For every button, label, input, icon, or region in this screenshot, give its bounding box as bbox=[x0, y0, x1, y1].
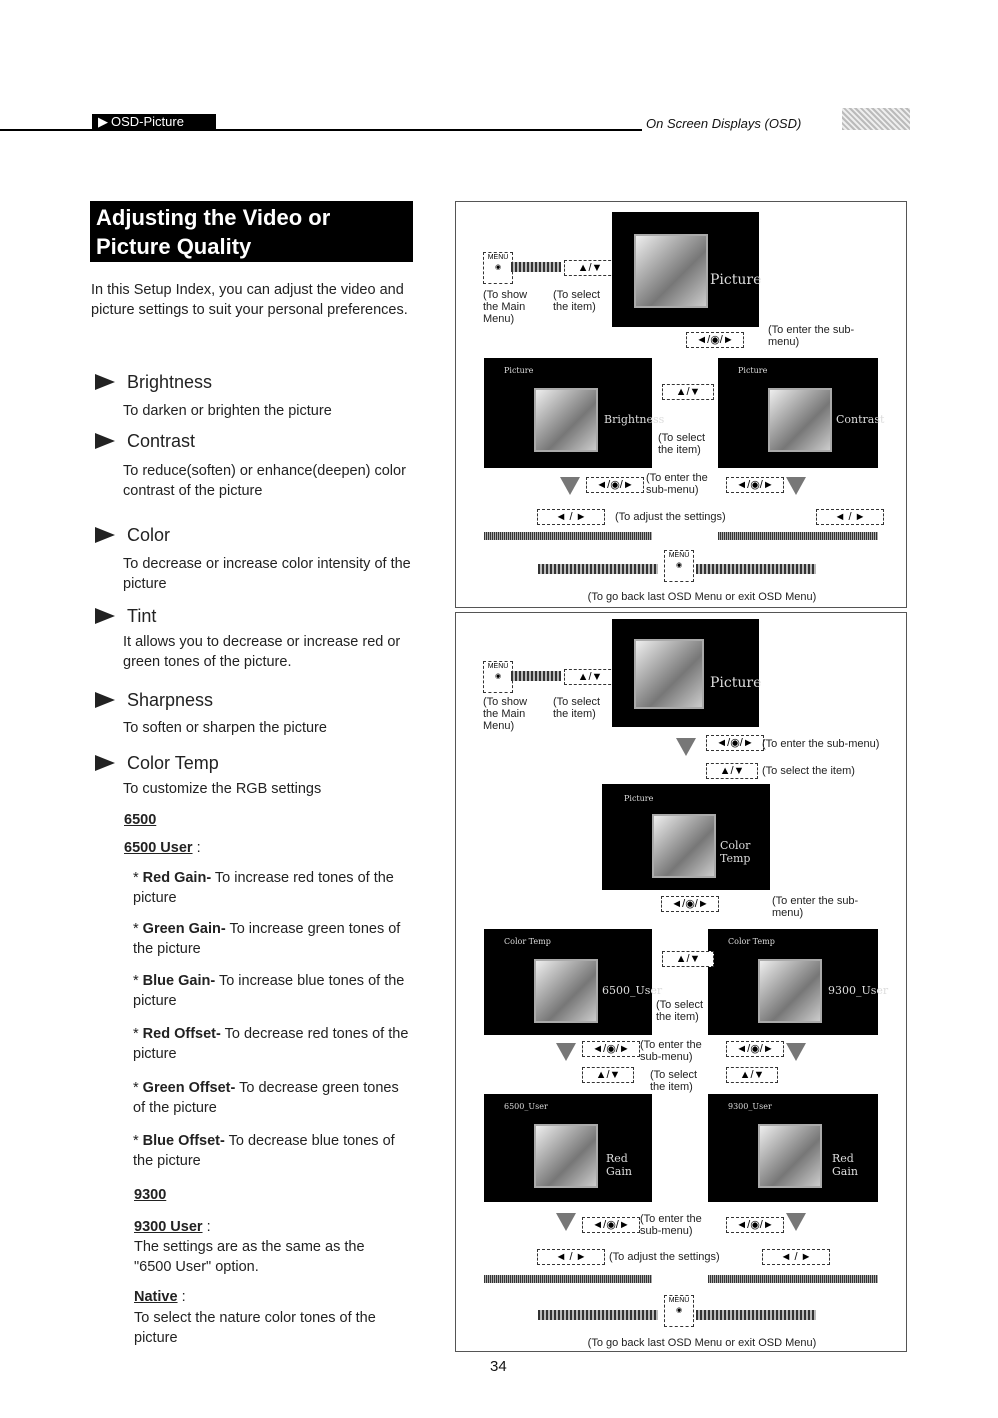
gain-text: To increase green tones of the picture bbox=[133, 921, 401, 957]
cube-icon bbox=[534, 959, 598, 1023]
updown-key-icon: ▲/▼ bbox=[564, 669, 616, 685]
cube-icon bbox=[652, 814, 716, 878]
updown-key-icon: ▲/▼ bbox=[662, 384, 714, 400]
leftright-key-icon: ◄ / ► bbox=[537, 1249, 605, 1265]
screen-item: 6500_User bbox=[602, 984, 663, 997]
osd-screen-6500-red-gain bbox=[484, 1094, 652, 1202]
screen-main-label: Picture bbox=[710, 675, 762, 691]
offset-blue: * Blue Offset- To decrease blue tones of the picture bbox=[133, 1133, 395, 1169]
screen-item: 9300_User bbox=[828, 984, 889, 997]
menu-key-icon bbox=[664, 1295, 694, 1327]
arrow-bullet-icon bbox=[95, 692, 115, 708]
arrow-right-icon bbox=[511, 671, 561, 681]
ct-9300-user-label: 9300 User bbox=[134, 1219, 203, 1235]
item-brightness bbox=[95, 372, 212, 393]
screen-item: Red Gain bbox=[832, 1152, 858, 1178]
caption-enter-sub: (To enter the sub-menu) bbox=[640, 1213, 702, 1237]
gain-red: * Red Gain- To increase red tones of the picture bbox=[133, 870, 394, 906]
gain-label: Blue Offset- bbox=[142, 1133, 225, 1149]
arrow-right-icon bbox=[538, 564, 658, 574]
screen-item: Brightness bbox=[604, 413, 665, 426]
menu-symbol-icon: ◉ bbox=[494, 264, 502, 271]
title-line-1: Adjusting the Video or bbox=[96, 205, 331, 230]
osd-screen-main bbox=[612, 212, 762, 327]
item-color bbox=[95, 525, 170, 546]
menu-key-icon bbox=[664, 550, 694, 582]
ct-9300: 9300 bbox=[134, 1187, 167, 1203]
osd-screen-main bbox=[612, 619, 762, 727]
item-heading: Tint bbox=[127, 606, 157, 626]
screen-title: Picture bbox=[738, 366, 768, 375]
cube-icon bbox=[768, 388, 832, 452]
gain-label: Red Gain- bbox=[142, 870, 212, 886]
caption-select-item: (To select the item) bbox=[656, 999, 704, 1023]
leftright-key-icon: ◄ / ► bbox=[537, 509, 605, 525]
item-heading: Contrast bbox=[127, 431, 196, 451]
menu-key-label: MENU bbox=[668, 1297, 690, 1304]
ct-native-label: Native bbox=[134, 1289, 178, 1305]
gain-label: Green Offset- bbox=[142, 1080, 236, 1096]
updown-key-icon: ▲/▼ bbox=[706, 763, 758, 779]
caption-show-menu: (To show the Main Menu) bbox=[483, 289, 528, 325]
leftright-key-icon: ◄ / ► bbox=[762, 1249, 830, 1265]
colon: : bbox=[206, 1219, 211, 1235]
caption-select-item: (To select the item) bbox=[650, 1069, 698, 1093]
osd-screen-contrast bbox=[718, 358, 885, 468]
updown-key-icon: ▲/▼ bbox=[662, 951, 714, 967]
caption-enter-sub: (To enter the sub-menu) bbox=[646, 472, 708, 496]
arrow-down-icon bbox=[556, 1043, 576, 1061]
page-number: 34 bbox=[490, 1358, 507, 1375]
menu-symbol-icon: ◉ bbox=[494, 673, 502, 680]
cube-icon bbox=[534, 1124, 598, 1188]
section-tab bbox=[92, 114, 216, 130]
gain-green: * Green Gain- To increase green tones of the picture bbox=[133, 921, 401, 957]
leftright-enter-key-icon: ◄/◉/► bbox=[582, 1217, 640, 1233]
gain-label: Green Gain- bbox=[142, 921, 226, 937]
osd-screen-color-temp bbox=[602, 784, 770, 890]
gain-text: To decrease blue tones of the picture bbox=[133, 1133, 395, 1169]
leftright-enter-key-icon: ◄/◉/► bbox=[661, 896, 719, 912]
arrow-right-icon bbox=[538, 1310, 658, 1320]
gain-text: To decrease green tones of the picture bbox=[133, 1080, 399, 1116]
caption-enter-sub: (To enter the sub-menu) bbox=[640, 1039, 702, 1063]
offset-red: * Red Offset- To decrease red tones of the picture bbox=[133, 1026, 409, 1062]
arrow-left-icon bbox=[696, 564, 816, 574]
leftright-enter-key-icon: ◄/◉/► bbox=[706, 735, 764, 751]
item-heading: Brightness bbox=[127, 372, 213, 392]
gain-text: To decrease red tones of the picture bbox=[133, 1026, 409, 1062]
leftright-enter-key-icon: ◄/◉/► bbox=[726, 1041, 784, 1057]
item-desc: To reduce(soften) or enhance(deepen) color contrast of the picture bbox=[123, 463, 406, 499]
ct-native bbox=[134, 1287, 186, 1307]
header-title: On Screen Displays (OSD) bbox=[646, 116, 802, 131]
osd-screen-9300-red-gain bbox=[708, 1094, 878, 1202]
arrow-right-icon bbox=[511, 262, 561, 272]
caption-select-item: (To select the item) bbox=[658, 432, 706, 456]
leftright-enter-key-icon: ◄/◉/► bbox=[582, 1041, 640, 1057]
leftright-key-icon: ◄ / ► bbox=[816, 509, 884, 525]
item-desc: To customize the RGB settings bbox=[123, 781, 322, 797]
updown-key-icon: ▲/▼ bbox=[582, 1067, 634, 1083]
gain-text: To increase blue tones of the picture bbox=[133, 973, 405, 1009]
colon: : bbox=[196, 840, 201, 856]
title-line-2: Picture Quality bbox=[96, 234, 252, 259]
item-desc: It allows you to decrease or increase red or green tones of the picture. bbox=[123, 634, 401, 670]
arrow-left-icon bbox=[696, 1310, 816, 1320]
menu-symbol-icon: ◉ bbox=[675, 1307, 683, 1314]
leftright-enter-key-icon: ◄/◉/► bbox=[726, 1217, 784, 1233]
screen-title: 6500_User bbox=[504, 1102, 548, 1111]
screen-item: Red Gain bbox=[606, 1152, 632, 1178]
item-desc: To decrease or increase color intensity of the picture bbox=[123, 556, 411, 592]
play-icon: ▶ bbox=[98, 114, 108, 129]
osd-screen-6500-user bbox=[484, 929, 663, 1035]
item-sharpness bbox=[95, 690, 213, 711]
arrow-down-icon bbox=[556, 1213, 576, 1231]
diagram-picture-menu bbox=[455, 201, 907, 608]
item-tint bbox=[95, 606, 156, 627]
caption-adjust: (To adjust the settings) bbox=[615, 511, 726, 523]
ct-9300-user bbox=[134, 1217, 211, 1237]
caption-select-item: (To select the item) bbox=[762, 765, 855, 777]
caption-go-back: (To go back last OSD Menu or exit OSD Menu) bbox=[587, 591, 817, 603]
item-heading: Sharpness bbox=[127, 690, 214, 710]
caption-adjust: (To adjust the settings) bbox=[609, 1251, 720, 1263]
leftright-enter-key-icon: ◄/◉/► bbox=[586, 477, 644, 493]
page-title bbox=[90, 201, 413, 262]
screen-title: Color Temp bbox=[504, 937, 551, 946]
item-heading: Color Temp bbox=[127, 753, 219, 773]
arrow-bullet-icon bbox=[95, 527, 115, 543]
ct-6500: 6500 bbox=[124, 812, 157, 828]
brightness-bar bbox=[484, 532, 652, 540]
gain-text: To increase red tones of the picture bbox=[133, 870, 394, 906]
arrow-down-icon bbox=[786, 1043, 806, 1061]
caption-select-item: (To select the item) bbox=[553, 696, 601, 720]
contrast-bar bbox=[718, 532, 878, 540]
screen-title: Picture bbox=[504, 366, 534, 375]
arrow-bullet-icon bbox=[95, 755, 115, 771]
colon: : bbox=[181, 1289, 186, 1305]
arrow-down-icon bbox=[560, 477, 580, 495]
menu-key-icon bbox=[483, 661, 513, 693]
item-desc: To darken or brighten the picture bbox=[123, 403, 332, 419]
arrow-bullet-icon bbox=[95, 433, 115, 449]
osd-screen-9300-user bbox=[708, 929, 889, 1035]
caption-go-back: (To go back last OSD Menu or exit OSD Menu) bbox=[587, 1337, 817, 1349]
section-tab-label: OSD-Picture bbox=[111, 114, 184, 129]
gain-label: Blue Gain- bbox=[142, 973, 216, 989]
header-decoration bbox=[842, 108, 910, 130]
arrow-down-icon bbox=[786, 477, 806, 495]
osd-screen-brightness bbox=[484, 358, 665, 468]
menu-symbol-icon: ◉ bbox=[675, 562, 683, 569]
arrow-bullet-icon bbox=[95, 374, 115, 390]
ct-9300-desc: The settings are as the same as the "6500 User" option. bbox=[134, 1239, 365, 1275]
screen-item: Color Temp bbox=[720, 839, 751, 865]
red-gain-bar bbox=[708, 1275, 878, 1283]
menu-key-icon bbox=[483, 252, 513, 284]
caption-select-item: (To select the item) bbox=[553, 289, 601, 313]
gain-blue: * Blue Gain- To increase blue tones of the picture bbox=[133, 973, 405, 1009]
ct-6500-user bbox=[124, 838, 201, 858]
gain-label: Red Offset- bbox=[142, 1026, 221, 1042]
arrow-down-icon bbox=[786, 1213, 806, 1231]
ct-native-desc: To select the nature color tones of the picture bbox=[134, 1310, 376, 1346]
screen-title: 9300_User bbox=[728, 1102, 772, 1111]
cube-icon bbox=[534, 388, 598, 452]
item-contrast bbox=[95, 431, 195, 452]
ct-6500-user-label: 6500 User bbox=[124, 840, 193, 856]
cube-icon bbox=[758, 959, 822, 1023]
screen-title: Color Temp bbox=[728, 937, 775, 946]
screen-main-label: Picture bbox=[710, 272, 762, 288]
item-desc: To soften or sharpen the picture bbox=[123, 720, 327, 736]
cube-icon bbox=[758, 1124, 822, 1188]
menu-key-label: MENU bbox=[487, 663, 509, 670]
caption-show-menu: (To show the Main Menu) bbox=[483, 696, 528, 732]
menu-key-label: MENU bbox=[668, 552, 690, 559]
intro-text: In this Setup Index, you can adjust the video and picture settings to suit your personal preferences. bbox=[91, 282, 408, 318]
updown-key-icon: ▲/▼ bbox=[564, 260, 616, 276]
screen-item: Contrast bbox=[836, 413, 885, 426]
diagram-color-temp-menu bbox=[455, 612, 907, 1352]
caption-enter-sub: (To enter the sub-menu) bbox=[768, 324, 855, 348]
leftright-enter-key-icon: ◄/◉/► bbox=[686, 332, 744, 348]
cube-icon bbox=[634, 234, 708, 308]
item-heading: Color bbox=[127, 525, 171, 545]
cube-icon bbox=[634, 639, 704, 709]
menu-key-label: MENU bbox=[487, 254, 509, 261]
updown-key-icon: ▲/▼ bbox=[726, 1067, 778, 1083]
item-color-temp bbox=[95, 753, 219, 774]
screen-title: Picture bbox=[624, 794, 654, 803]
caption-enter-sub: (To enter the sub-menu) bbox=[762, 738, 880, 750]
leftright-enter-key-icon: ◄/◉/► bbox=[726, 477, 784, 493]
red-gain-bar bbox=[484, 1275, 652, 1283]
arrow-down-icon bbox=[676, 738, 696, 756]
arrow-bullet-icon bbox=[95, 608, 115, 624]
offset-green: * Green Offset- To decrease green tones of the picture bbox=[133, 1080, 399, 1116]
caption-enter-sub: (To enter the sub-menu) bbox=[772, 895, 859, 919]
